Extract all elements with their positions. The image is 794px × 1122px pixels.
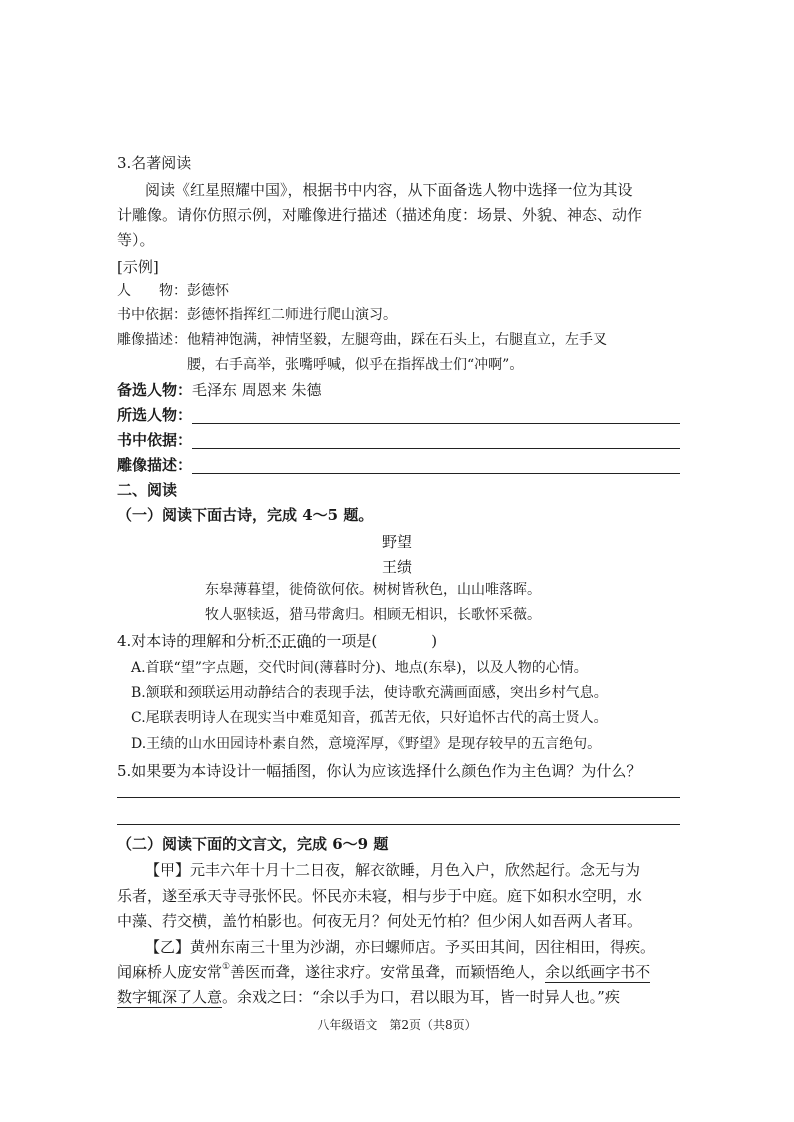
passage-a-line1: 【甲】元丰六年十月十二日夜，解衣欲睡，月色入户，欣然起行。念无与为	[145, 861, 641, 879]
q4-option-d[interactable]: D.王绩的山水田园诗朴素自然，意境浑厚，《野望》是现存较早的五言绝句。	[131, 736, 602, 752]
q4-option-c[interactable]: C.尾联表明诗人在现实当中难觅知音，孤苦无依，只好追怀古代的高士贤人。	[131, 710, 608, 726]
desc-label: 雕像描述：	[117, 456, 193, 474]
example-desc-line2: 腰，右手高举，张嘴呼喊，似乎在指挥战士们“冲啊”。	[187, 357, 524, 373]
example-person-label: 人 物：	[117, 283, 187, 299]
poem-line2: 牧人驱犊返，猎马带禽归。相顾无相识，长歌怀采薇。	[205, 607, 541, 623]
example-desc-line1: 他精神饱满，神情坚毅，左腿弯曲，踩在石头上，右腿直立，左手叉	[187, 332, 607, 348]
poem-author: 王绩	[381, 558, 412, 576]
q4-option-b[interactable]: B.颔联和颈联运用动静结合的表现手法，使诗歌充满画面感，突出乡村气息。	[131, 685, 608, 701]
q4-stem-close: )	[431, 632, 438, 650]
example-desc-row	[117, 331, 607, 350]
basis-label: 书中依据：	[117, 431, 193, 449]
passage-b-underlined-1: 余以纸画字书不	[545, 963, 651, 981]
candidates-value: 毛泽东 周恩来 朱德	[192, 381, 322, 399]
example-basis-label: 书中依据：	[117, 307, 187, 323]
passage-b-line2-mid: 善医而聋，遂往求疗。安常虽聋，而颖悟绝人，	[230, 963, 546, 981]
page-footer: 八年级语文 第2页（共8页）	[317, 1018, 477, 1032]
chosen-label: 所选人物：	[117, 406, 193, 424]
passage-b-line3-post: 。余戏之曰：“余以手为口，君以眼为耳，皆一时异人也。”疾	[222, 988, 620, 1006]
part2-sub2-heading: （二）阅读下面的文言文，完成 6～9 题	[117, 835, 389, 853]
passage-a-line2: 乐者，遂至承天寺寻张怀民。怀民亦未寝，相与步于中庭。庭下如积水空明，水	[117, 887, 643, 905]
example-basis-row	[117, 306, 397, 325]
q4-stem-emphasis: 不正确	[266, 632, 312, 650]
section3-heading: 3.名著阅读	[117, 154, 192, 172]
section3-intro-line3: 等）。	[117, 231, 155, 249]
q4-stem-pre: 4.对本诗的理解和分析	[117, 632, 267, 650]
section3-intro-line2: 计雕像。请你仿照示例，对雕像进行描述（描述角度：场景、外貌、神态、动作	[117, 206, 643, 224]
q5-answer-line-2[interactable]	[117, 824, 680, 825]
passage-b-line3	[117, 987, 620, 1007]
poem-title: 野望	[381, 533, 412, 551]
chosen-answer-line[interactable]	[192, 423, 680, 424]
part2-sub1-heading: （一）阅读下面古诗，完成 4～5 题。	[117, 506, 374, 524]
passage-b-underlined-2: 数字辄深了人意	[117, 988, 223, 1006]
section3-intro-line1: 阅读《红星照耀中国》，根据书中内容，从下面备选人物中选择一位为其设	[145, 181, 633, 199]
example-person-value: 彭德怀	[187, 283, 229, 299]
q4-option-a[interactable]: A.首联“望”字点题，交代时间(薄暮时分)、地点(东皋)，以及人物的心情。	[131, 660, 588, 676]
passage-b-line1: 【乙】黄州东南三十里为沙湖，亦曰螺师店。予买田其间，因往相田，得疾。	[145, 938, 656, 956]
q5-answer-line-1[interactable]	[117, 797, 680, 798]
q5-stem: 5.如果要为本诗设计一幅插图，你认为应该选择什么颜色作为主色调？为什么？	[117, 762, 642, 780]
part2-heading: 二、阅读	[117, 481, 178, 499]
q4-stem-post: 的一项是(	[311, 632, 378, 650]
passage-b-line2	[117, 962, 650, 982]
example-desc-label: 雕像描述：	[117, 332, 187, 348]
poem-line1: 东皋薄暮望，徙倚欲何依。树树皆秋色，山山唯落晖。	[205, 582, 541, 598]
candidates-row	[117, 380, 322, 400]
candidates-label: 备选人物：	[117, 381, 193, 399]
example-person-row	[117, 282, 229, 301]
example-basis-value: 彭德怀指挥红二师进行爬山演习。	[187, 307, 397, 323]
desc-answer-line[interactable]	[192, 473, 680, 474]
passage-b-line2-pre: 闻麻桥人庞安常	[117, 963, 223, 981]
passage-a-line3: 中藻、荇交横，盖竹柏影也。何夜无月？何处无竹柏？但少闲人如吾两人者耳。	[117, 912, 643, 930]
q4-stem	[117, 631, 437, 651]
basis-answer-line[interactable]	[192, 448, 680, 449]
example-tag: [示例]	[117, 258, 159, 276]
footnote-marker: ①	[222, 962, 231, 972]
